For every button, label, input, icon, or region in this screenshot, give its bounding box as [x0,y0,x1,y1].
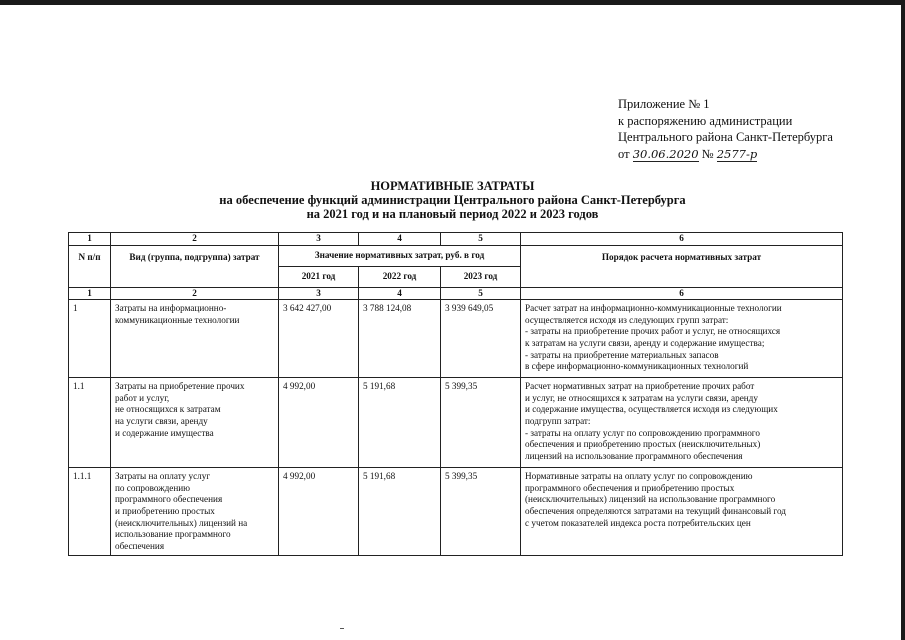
title-line-2: на обеспечение функций администрации Центрального района Санкт-Петербурга [219,193,686,207]
cell-procedure [521,468,843,556]
table-row [69,468,843,556]
cell-type-line: не относящихся к затратам [115,404,221,415]
scan-speck [340,628,344,629]
header-year-2021: 2021 год [279,266,359,287]
cell-type [111,300,279,378]
colnum-6: 6 [521,233,843,246]
cell-type-line: Затраты на приобретение прочих [115,381,245,392]
table-row [69,378,843,468]
cell-procedure-line: и услуг, не относящихся к затратам на услуги связи, аренду [525,392,758,403]
cell-type-line: на услуги связи, аренду [115,415,208,426]
cell-value-2023: 5 399,35 [441,378,521,468]
colnum-4: 4 [359,233,441,246]
cell-procedure-line: и содержание имущества, осуществляется исходя из следующих [525,404,778,415]
title-line-1: НОРМАТИВНЫЕ ЗАТРАТЫ [370,179,535,193]
cell-num: 1 [69,300,111,378]
cell-type-line: Затраты на оплату услуг [115,471,211,482]
cell-procedure-line: с учетом показателей индекса роста потребительских цен [525,517,751,528]
cell-procedure-line: обеспечения и приобретению простых (неисключительных) [525,439,761,450]
cell-type-line: и приобретению простых [115,505,215,516]
cell-type-line: и содержание имущества [115,427,214,438]
colnum-5: 5 [441,233,521,246]
colnum-repeat-4: 4 [359,287,441,300]
appendix-line-2: к распоряжению администрации [618,113,793,128]
cell-type-line: обеспечения [115,540,165,551]
cell-type-line: по сопровождению [115,482,191,493]
appendix-block [618,96,833,162]
cell-procedure [521,300,843,378]
cell-procedure-line: Расчет затрат на информационно-коммуникационные технологии [525,303,782,314]
cell-value-2022: 3 788 124,08 [359,300,441,378]
colnum-3: 3 [279,233,359,246]
cell-type-line: коммуникационные технологии [115,314,240,325]
cell-type-line: работ и услуг, [115,392,170,403]
cell-type-line: программного обеспечения [115,494,223,505]
colnum-1: 1 [69,233,111,246]
cell-type-line: Затраты на информационно- [115,303,227,314]
cell-value-2021: 3 642 427,00 [279,300,359,378]
appendix-line-1: Приложение № 1 [618,97,710,111]
colnum-repeat-2: 2 [111,287,279,300]
cell-value-2023: 3 939 649,05 [441,300,521,378]
number-value: 2577-р [716,146,758,161]
cell-procedure-line: программного обеспечения и приобретению простых [525,482,735,493]
appendix-line-3: Центрального района Санкт-Петербурга [618,130,833,144]
cell-procedure-line: осуществляется исходя из следующих групп затрат: [525,314,729,325]
scan-edge-right [901,0,905,640]
header-num: N п/п [69,245,111,287]
table-row [69,300,843,378]
number-prefix: № [701,146,714,161]
cell-procedure-line: - затраты на приобретение материальных запасов [525,349,719,360]
cell-procedure [521,378,843,468]
cell-type-line: использование программного [115,529,231,540]
cell-procedure-line: обеспечения определяются затратами на текущий финансовый год [525,505,786,516]
cell-value-2022: 5 191,68 [359,378,441,468]
header-type: Вид (группа, подгруппа) затрат [111,245,279,287]
cell-value-2022: 5 191,68 [359,468,441,556]
cell-type-line: (неисключительных) лицензий на [115,517,248,528]
cell-procedure-line: (неисключительных) лицензий на использование программного [525,494,776,505]
colnum-repeat-6: 6 [521,287,843,300]
column-number-row-repeat [69,287,843,300]
cell-value-2021: 4 992,00 [279,468,359,556]
appendix-date-line [618,146,833,163]
cell-value-2021: 4 992,00 [279,378,359,468]
document-title [0,179,905,221]
column-number-row [69,233,843,246]
cell-type [111,468,279,556]
cell-procedure-line: Нормативные затраты на оплату услуг по сопровождению [525,471,753,482]
cell-procedure-line: - затраты на оплату услуг по сопровождению программного [525,427,760,438]
norms-table [68,232,843,556]
cell-value-2023: 5 399,35 [441,468,521,556]
title-line-3: на 2021 год и на плановый период 2022 и 2023 годов [306,207,599,221]
cell-type [111,378,279,468]
cell-procedure-line: подгрупп затрат: [525,415,591,426]
cell-num: 1.1.1 [69,468,111,556]
date-prefix: от [618,146,630,161]
cell-procedure-line: в сфере информационно-коммуникационных технологий [525,361,749,372]
colnum-repeat-3: 3 [279,287,359,300]
header-procedure: Порядок расчета нормативных затрат [521,245,843,287]
header-year-2023: 2023 год [441,266,521,287]
date-value: 30.06.2020 [632,146,699,161]
colnum-repeat-5: 5 [441,287,521,300]
scan-edge-top [0,0,905,5]
colnum-2: 2 [111,233,279,246]
cell-procedure-line: лицензий на использование программного обеспечения [525,450,743,461]
cell-procedure-line: к затратам на услуги связи, аренду и содержание имущества; [525,337,765,348]
cell-procedure-line: - затраты на приобретение прочих работ и услуг, не относящихся [525,326,781,337]
colnum-repeat-1: 1 [69,287,111,300]
cell-procedure-line: Расчет нормативных затрат на приобретение прочих работ [525,381,755,392]
cell-num: 1.1 [69,378,111,468]
header-year-2022: 2022 год [359,266,441,287]
header-values: Значение нормативных затрат, руб. в год [279,245,521,266]
header-row [69,245,843,266]
